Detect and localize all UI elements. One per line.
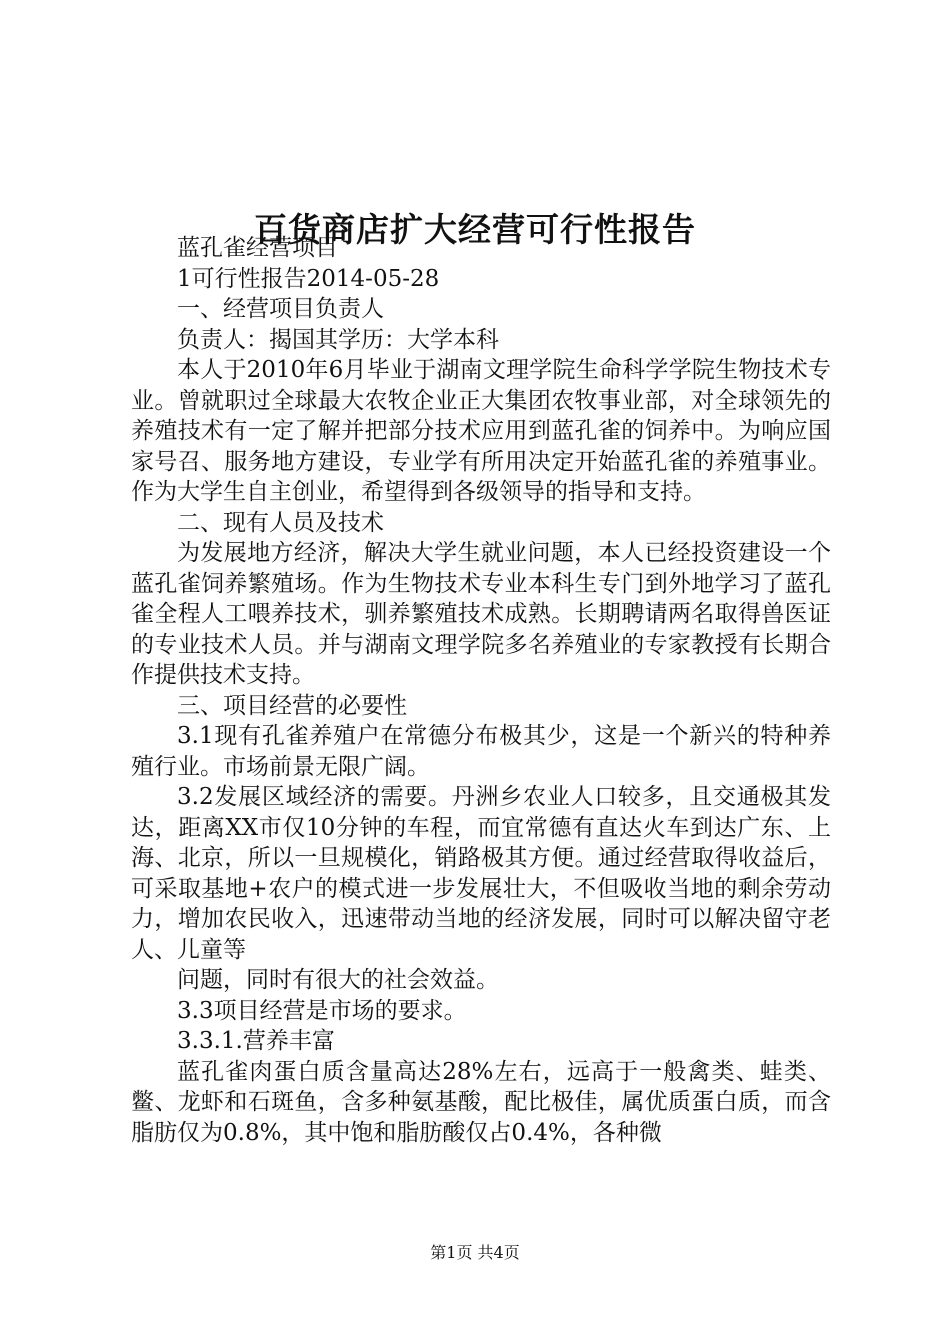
page-footer: 第1页 共4页 [430, 1243, 520, 1262]
paragraph-owner-bio: 本人于2010年6月毕业于湖南文理学院生命科学学院生物技术专业。曾就职过全球最大农牧企业正大集团农牧事业部，对全球领先的养殖技术有一定了解并把部分技术应用到蓝孔雀的饲养中。为响应国家号召、服务地方建设，专业学有所用决定开始蓝孔雀的养殖事业。作为大学生自主创业，希望得到各级领导的指导和支持。 [131, 357, 831, 505]
section-heading-2: 二、现有人员及技术 [177, 509, 384, 536]
paragraph-project-name: 蓝孔雀经营项目 [177, 235, 338, 261]
paragraph-nutrition: 蓝孔雀肉蛋白质含量高达28%左右，远高于一般禽类、蛙类、鳖、龙虾和石斑鱼，含多种氨基酸，配比极佳，属优质蛋白质，而含脂肪仅为0.8%，其中饱和脂肪酸仅占0.4%，各种微 [131, 1058, 831, 1146]
paragraph-report-date: 1可行性报告2014-05-28 [177, 265, 440, 292]
section-heading-3: 三、项目经营的必要性 [177, 692, 407, 719]
paragraph-3-1: 3.1现有孔雀养殖户在常德分布极其少，这是一个新兴的特种养殖行业。市场前景无限广阔。 [131, 723, 831, 780]
paragraph-staff-tech: 为发展地方经济，解决大学生就业问题，本人已经投资建设一个蓝孔雀饲养繁殖场。作为生物技术专业本科生专门到外地学习了蓝孔雀全程人工喂养技术，驯养繁殖技术成熟。长期聘请两名取得兽医证的专业技术人员。并与湖南文理学院多名养殖业的专家教授有长期合作提供技术支持。 [131, 540, 831, 688]
paragraph-3-3-1: 3.3.1.营养丰富 [177, 1028, 335, 1054]
paragraph-3-2-cont: 问题，同时有很大的社会效益。 [177, 967, 499, 993]
paragraph-3-2: 3.2发展区域经济的需要。丹洲乡农业人口较多，且交通极其发达，距离XX市仅10分钟的车程，而宜常德有直达火车到达广东、上海、北京，所以一旦规模化，销路极其方便。通过经营取得收益后，可采取基地+农户的模式进一步发展壮大，不但吸收当地的剩余劳动力，增加农民收入，迅速带动当地的经济发展，同时可以解决留守老人、儿童等 [131, 784, 831, 963]
paragraph-3-3: 3.3项目经营是市场的要求。 [177, 997, 467, 1024]
paragraph-owner: 负责人：揭国其学历：大学本科 [177, 326, 499, 353]
document-body [131, 233, 831, 1148]
section-heading-1: 一、经营项目负责人 [177, 296, 384, 322]
document-title: 百货商店扩大经营可行性报告 [254, 210, 696, 250]
